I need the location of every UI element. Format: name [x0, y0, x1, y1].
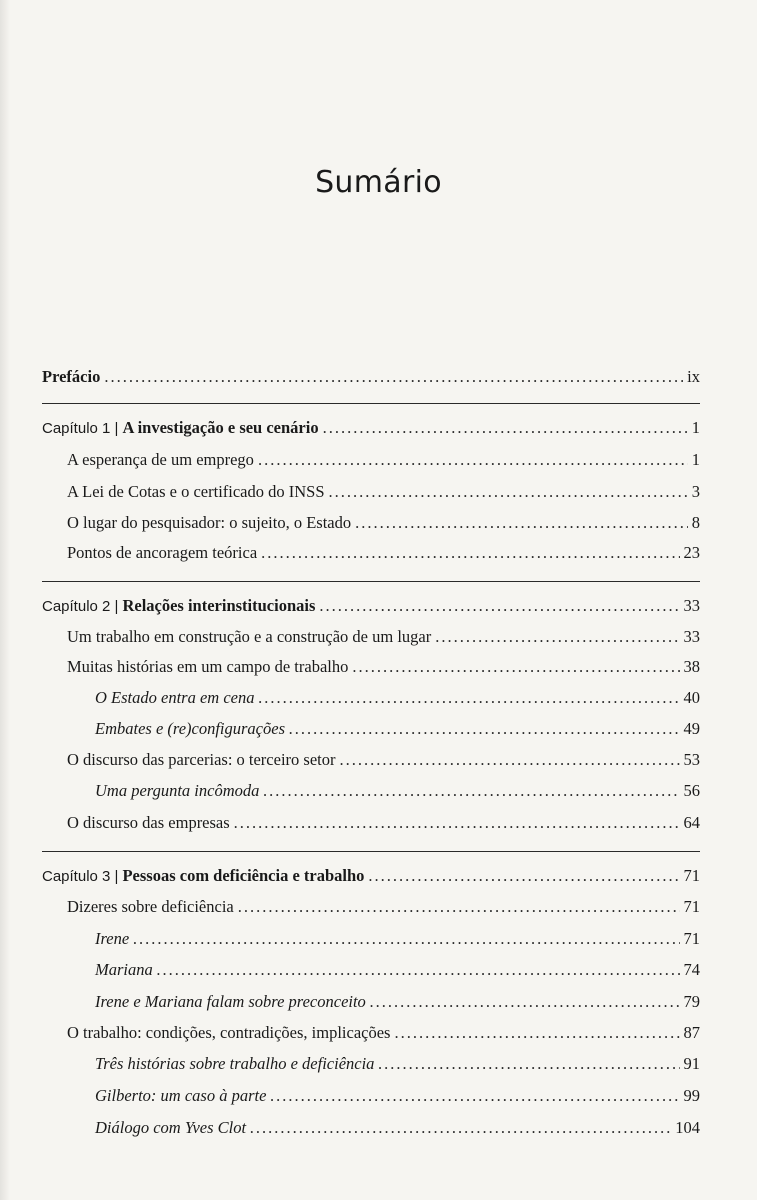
toc-entry[interactable] [67, 750, 700, 770]
chapter-title: Relações interinstitucionais [122, 596, 316, 615]
toc-label: A Lei de Cotas e o certificado do INSS [67, 482, 325, 501]
toc-page-number: 33 [683, 596, 700, 615]
toc-entry[interactable] [67, 450, 700, 470]
chapter-title: A investigação e seu cenário [122, 418, 319, 437]
toc-page-number: 71 [683, 866, 700, 885]
section-divider [42, 581, 700, 582]
chapter-title: Pessoas com deficiência e trabalho [122, 866, 365, 885]
toc-page-number: 3 [691, 482, 700, 501]
chapter-prefix: Capítulo 2 | [42, 598, 119, 615]
toc-entry[interactable] [95, 992, 700, 1012]
toc-page-number: 49 [683, 719, 700, 738]
toc-page-number: 56 [683, 781, 700, 800]
dot-leader [157, 960, 680, 980]
toc-label: Embates e (re)configurações [95, 719, 285, 738]
page-title: Sumário [315, 165, 442, 200]
dot-leader [323, 418, 688, 438]
toc-page-number: 8 [691, 513, 700, 532]
toc-entry[interactable] [67, 1023, 700, 1043]
toc-page-number: 1 [691, 418, 700, 437]
toc-page-number: 64 [683, 813, 700, 832]
toc-label: Uma pergunta incômoda [95, 781, 260, 800]
toc-entry[interactable] [67, 543, 700, 563]
dot-leader [394, 1023, 679, 1043]
toc-label: Irene [95, 929, 130, 948]
toc-label: Irene e Mariana falam sobre preconceito [95, 992, 366, 1011]
toc-label: O trabalho: condições, contradições, implicações [67, 1023, 391, 1042]
dot-leader [238, 897, 680, 917]
toc-page-number: 1 [691, 450, 700, 469]
toc-entry[interactable] [95, 1054, 700, 1074]
toc-entry[interactable] [67, 897, 700, 917]
toc-page-number: 87 [683, 1023, 700, 1042]
toc-label: O Estado entra em cena [95, 688, 255, 707]
toc-label: O discurso das empresas [67, 813, 230, 832]
toc-entry[interactable] [95, 960, 700, 980]
dot-leader [355, 513, 688, 533]
toc-entry[interactable] [67, 513, 700, 533]
toc-label: Diálogo com Yves Clot [95, 1118, 247, 1137]
dot-leader [378, 1054, 679, 1074]
toc-entry[interactable] [95, 929, 700, 949]
toc-entry[interactable] [95, 781, 700, 801]
toc-entry[interactable] [95, 1118, 700, 1138]
toc-label: Pontos de ancoragem teórica [67, 543, 258, 562]
toc-entry[interactable] [67, 657, 700, 677]
dot-leader [104, 367, 683, 387]
dot-leader [258, 688, 679, 708]
dot-leader [133, 929, 679, 949]
dot-leader [270, 1086, 679, 1106]
toc-page-number: 33 [683, 627, 700, 646]
dot-leader [352, 657, 679, 677]
dot-leader [329, 482, 688, 502]
toc-label: Um trabalho em construção e a construção de um lugar [67, 627, 432, 646]
dot-leader [258, 450, 688, 470]
toc-page-number: 74 [683, 960, 700, 979]
toc-page-number: 91 [683, 1054, 700, 1073]
toc-page-number: 53 [683, 750, 700, 769]
toc-label: Muitas histórias em um campo de trabalho [67, 657, 349, 676]
toc-entry-preface[interactable] [42, 367, 700, 387]
toc-chapter-3[interactable] [42, 866, 700, 886]
dot-leader [263, 781, 679, 801]
toc-label: Prefácio [42, 367, 101, 386]
toc-entry[interactable] [67, 627, 700, 647]
chapter-prefix: Capítulo 3 | [42, 868, 119, 885]
section-divider [42, 851, 700, 852]
section-divider [42, 403, 700, 404]
toc-label: Dizeres sobre deficiência [67, 897, 234, 916]
dot-leader [370, 992, 680, 1012]
toc-page-number: 79 [683, 992, 700, 1011]
dot-leader [261, 543, 679, 563]
toc-label: O lugar do pesquisador: o sujeito, o Estado [67, 513, 352, 532]
toc-page-number: ix [687, 367, 700, 386]
dot-leader [339, 750, 679, 770]
chapter-prefix: Capítulo 1 | [42, 420, 119, 437]
toc-label: O discurso das parcerias: o terceiro setor [67, 750, 336, 769]
toc-page-number: 38 [683, 657, 700, 676]
dot-leader [289, 719, 680, 739]
toc-entry[interactable] [95, 719, 700, 739]
toc-page-number: 71 [683, 929, 700, 948]
toc-entry[interactable] [95, 1086, 700, 1106]
toc-page-number: 99 [683, 1086, 700, 1105]
toc-page-number: 71 [683, 897, 700, 916]
toc-label: Gilberto: um caso à parte [95, 1086, 267, 1105]
dot-leader [250, 1118, 671, 1138]
toc-label: Três histórias sobre trabalho e deficiência [95, 1054, 375, 1073]
toc-page-number: 40 [683, 688, 700, 707]
toc-label: Mariana [95, 960, 153, 979]
toc-entry[interactable] [95, 688, 700, 708]
dot-leader [435, 627, 679, 647]
toc-label: A esperança de um emprego [67, 450, 254, 469]
toc-chapter-2[interactable] [42, 596, 700, 616]
dot-leader [368, 866, 679, 886]
toc-chapter-1[interactable] [42, 418, 700, 438]
toc-entry[interactable] [67, 482, 700, 502]
toc-page-number: 104 [675, 1118, 700, 1137]
toc-page-number: 23 [683, 543, 700, 562]
dot-leader [319, 596, 679, 616]
toc-entry[interactable] [67, 813, 700, 833]
dot-leader [234, 813, 680, 833]
